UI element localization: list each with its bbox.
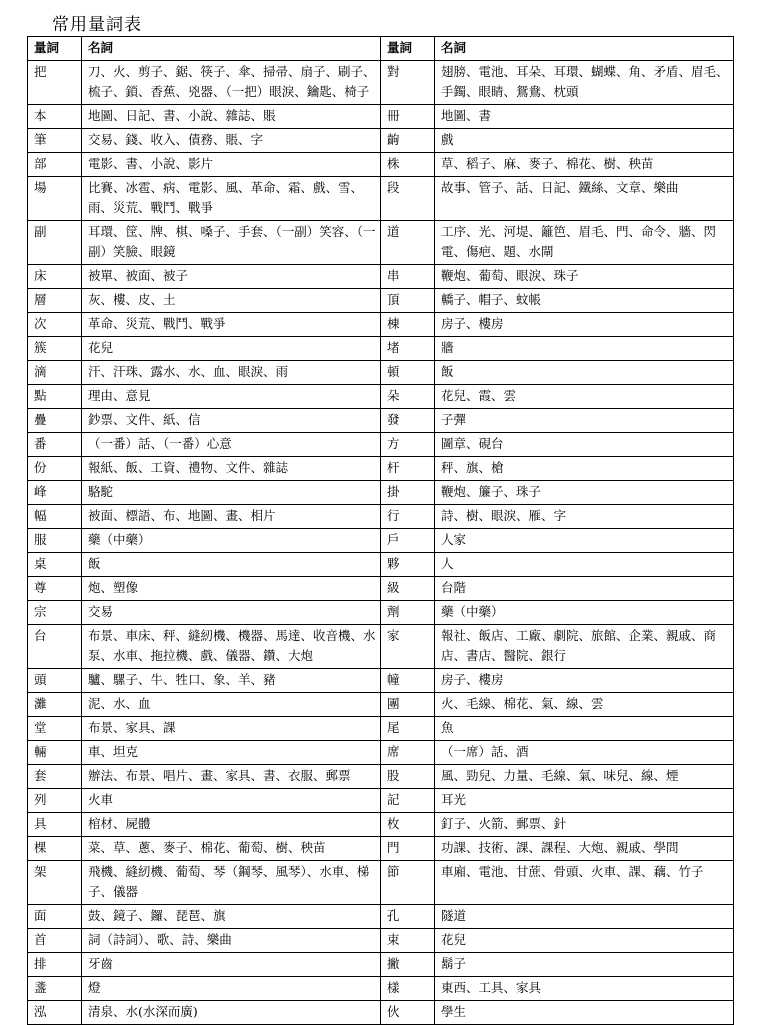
table-row — [28, 905, 734, 929]
measure-word-cell: 行 — [381, 505, 435, 529]
noun-cell: 房子、樓房 — [435, 313, 734, 337]
measure-word-cell: 灘 — [28, 693, 82, 717]
table-row — [28, 105, 734, 129]
table-row — [28, 129, 734, 153]
measure-word-cell: 級 — [381, 577, 435, 601]
measure-word-cell: 朵 — [381, 385, 435, 409]
table-row — [28, 837, 734, 861]
measure-word-cell: 席 — [381, 741, 435, 765]
table-row — [28, 433, 734, 457]
header-noun-1: 名詞 — [82, 37, 381, 61]
measure-word-cell: 門 — [381, 837, 435, 861]
table-body — [28, 61, 734, 1025]
measure-word-cell: 棟 — [381, 313, 435, 337]
noun-cell: 子彈 — [435, 409, 734, 433]
noun-cell: 革命、災荒、戰鬥、戰爭 — [82, 313, 381, 337]
measure-word-cell: 場 — [28, 177, 82, 221]
noun-cell: 棺材、屍體 — [82, 813, 381, 837]
header-measure-word-2: 量詞 — [381, 37, 435, 61]
measure-word-cell: 頭 — [28, 669, 82, 693]
noun-cell: 耳環、筐、牌、棋、嗓子、手套、（一副）笑容、（一副）笑臉、眼鏡 — [82, 221, 381, 265]
noun-cell: 戲 — [435, 129, 734, 153]
measure-word-cell: 記 — [381, 789, 435, 813]
noun-cell: 藥（中藥） — [82, 529, 381, 553]
noun-cell: 翅膀、電池、耳朵、耳環、蝴蝶、角、矛盾、眉毛、手鐲、眼睛、鴛鴦、枕頭 — [435, 61, 734, 105]
table-row — [28, 693, 734, 717]
noun-cell: 電影、書、小說、影片 — [82, 153, 381, 177]
noun-cell: （一番）話、（一番）心意 — [82, 433, 381, 457]
noun-cell: 驢、騾子、牛、牲口、象、羊、豬 — [82, 669, 381, 693]
noun-cell: 牆 — [435, 337, 734, 361]
measure-word-cell: 冊 — [381, 105, 435, 129]
measure-word-cell: 峰 — [28, 481, 82, 505]
header-measure-word-1: 量詞 — [28, 37, 82, 61]
measure-word-cell: 疊 — [28, 409, 82, 433]
noun-cell: 牙齒 — [82, 953, 381, 977]
table-row — [28, 289, 734, 313]
measure-word-cell: 堵 — [381, 337, 435, 361]
measure-word-cell: 泓 — [28, 1001, 82, 1025]
measure-word-cell: 床 — [28, 265, 82, 289]
noun-cell: 地圖、書 — [435, 105, 734, 129]
measure-word-cell: 排 — [28, 953, 82, 977]
noun-cell: 車廂、電池、甘蔗、骨頭、火車、課、藕、竹子 — [435, 861, 734, 905]
table-row — [28, 61, 734, 105]
measure-word-cell: 番 — [28, 433, 82, 457]
measure-word-cell: 台 — [28, 625, 82, 669]
table-row — [28, 409, 734, 433]
noun-cell: 隧道 — [435, 905, 734, 929]
measure-word-cell: 對 — [381, 61, 435, 105]
measure-word-cell: 齣 — [381, 129, 435, 153]
table-row — [28, 861, 734, 905]
noun-cell: 交易 — [82, 601, 381, 625]
measure-word-cell: 套 — [28, 765, 82, 789]
noun-cell: 魚 — [435, 717, 734, 741]
noun-cell: 故事、管子、話、日記、鐵絲、文章、樂曲 — [435, 177, 734, 221]
noun-cell: 飯 — [82, 553, 381, 577]
page-title: 常用量詞表 — [52, 15, 142, 35]
noun-cell: 詞（詩詞）、歌、詩、樂曲 — [82, 929, 381, 953]
noun-cell: 房子、樓房 — [435, 669, 734, 693]
measure-word-cell: 股 — [381, 765, 435, 789]
noun-cell: （一席）話、酒 — [435, 741, 734, 765]
table-header-row — [28, 37, 734, 61]
measure-word-cell: 桌 — [28, 553, 82, 577]
table-row — [28, 529, 734, 553]
table-row — [28, 361, 734, 385]
noun-cell: 汗、汗珠、露水、水、血、眼淚、雨 — [82, 361, 381, 385]
measure-word-cell: 幅 — [28, 505, 82, 529]
header-noun-2: 名詞 — [435, 37, 734, 61]
measure-word-cell: 面 — [28, 905, 82, 929]
measure-word-cell: 夥 — [381, 553, 435, 577]
measure-word-cell: 堂 — [28, 717, 82, 741]
measure-word-cell: 列 — [28, 789, 82, 813]
table-row — [28, 929, 734, 953]
measure-word-cell: 段 — [381, 177, 435, 221]
noun-cell: 飯 — [435, 361, 734, 385]
noun-cell: 花兒 — [435, 929, 734, 953]
measure-word-cell: 尾 — [381, 717, 435, 741]
table-row — [28, 977, 734, 1001]
measure-word-cell: 伙 — [381, 1001, 435, 1025]
noun-cell: 灰、樓、皮、土 — [82, 289, 381, 313]
noun-cell: 駱駝 — [82, 481, 381, 505]
measure-word-cell: 把 — [28, 61, 82, 105]
table-row — [28, 265, 734, 289]
measure-word-cell: 串 — [381, 265, 435, 289]
table-row — [28, 601, 734, 625]
measure-word-cell: 首 — [28, 929, 82, 953]
noun-cell: 布景、家具、課 — [82, 717, 381, 741]
table-row — [28, 313, 734, 337]
noun-cell: 燈 — [82, 977, 381, 1001]
noun-cell: 人 — [435, 553, 734, 577]
noun-cell: 泥、水、血 — [82, 693, 381, 717]
measure-word-cell: 撇 — [381, 953, 435, 977]
noun-cell: 菜、草、蔥、麥子、棉花、葡萄、樹、秧苗 — [82, 837, 381, 861]
table-row — [28, 481, 734, 505]
noun-cell: 花兒 — [82, 337, 381, 361]
noun-cell: 交易、錢、收入、債務、賬、字 — [82, 129, 381, 153]
measure-word-cell: 樣 — [381, 977, 435, 1001]
noun-cell: 車、坦克 — [82, 741, 381, 765]
measure-word-cell: 宗 — [28, 601, 82, 625]
measure-word-cell: 杆 — [381, 457, 435, 481]
noun-cell: 報社、飯店、工廠、劇院、旅館、企業、親戚、商店、書店、醫院、銀行 — [435, 625, 734, 669]
table-row — [28, 385, 734, 409]
noun-cell: 飛機、縫紉機、葡萄、琴（鋼琴、風琴）、水車、梯子、儀器 — [82, 861, 381, 905]
table-row — [28, 553, 734, 577]
table-row — [28, 177, 734, 221]
noun-cell: 藥（中藥） — [435, 601, 734, 625]
measure-word-cell: 方 — [381, 433, 435, 457]
measure-word-cell: 尊 — [28, 577, 82, 601]
measure-word-cell: 次 — [28, 313, 82, 337]
noun-cell: 辦法、布景、唱片、畫、家具、書、衣服、郵票 — [82, 765, 381, 789]
measure-word-cell: 輛 — [28, 741, 82, 765]
measure-word-cell: 部 — [28, 153, 82, 177]
noun-cell: 人家 — [435, 529, 734, 553]
noun-cell: 轎子、帽子、蚊帳 — [435, 289, 734, 313]
measure-word-cell: 劑 — [381, 601, 435, 625]
noun-cell: 詩、樹、眼淚、雁、字 — [435, 505, 734, 529]
noun-cell: 風、勁兒、力量、毛線、氣、味兒、線、煙 — [435, 765, 734, 789]
table-row — [28, 153, 734, 177]
measure-word-cell: 節 — [381, 861, 435, 905]
measure-word-cell: 筆 — [28, 129, 82, 153]
table-row — [28, 669, 734, 693]
noun-cell: 花兒、霞、雲 — [435, 385, 734, 409]
table-row — [28, 953, 734, 977]
measure-word-cell: 具 — [28, 813, 82, 837]
table-row — [28, 789, 734, 813]
table-row — [28, 221, 734, 265]
table-row — [28, 765, 734, 789]
measure-word-cell: 株 — [381, 153, 435, 177]
noun-cell: 布景、車床、秤、縫紉機、機器、馬達、收音機、水泵、水車、拖拉機、戲、儀器、鑽、大炮 — [82, 625, 381, 669]
measure-word-cell: 服 — [28, 529, 82, 553]
measure-word-table — [27, 36, 734, 1025]
noun-cell: 耳光 — [435, 789, 734, 813]
measure-word-cell: 副 — [28, 221, 82, 265]
measure-word-cell: 盞 — [28, 977, 82, 1001]
noun-cell: 地圖、日記、書、小說、雜誌、賬 — [82, 105, 381, 129]
noun-cell: 刀、火、剪子、鋸、筷子、傘、掃帚、扇子、刷子、梳子、鎖、香蕉、兇器、（一把）眼淚、鑰匙、椅子 — [82, 61, 381, 105]
measure-word-cell: 本 — [28, 105, 82, 129]
noun-cell: 理由、意見 — [82, 385, 381, 409]
table-row — [28, 457, 734, 481]
noun-cell: 火、毛線、棉花、氣、線、雲 — [435, 693, 734, 717]
noun-cell: 草、稻子、麻、麥子、棉花、樹、秧苗 — [435, 153, 734, 177]
measure-word-cell: 道 — [381, 221, 435, 265]
noun-cell: 火車 — [82, 789, 381, 813]
noun-cell: 報紙、飯、工資、禮物、文件、雜誌 — [82, 457, 381, 481]
table-row — [28, 717, 734, 741]
measure-word-cell: 掛 — [381, 481, 435, 505]
measure-word-cell: 滴 — [28, 361, 82, 385]
measure-word-cell: 家 — [381, 625, 435, 669]
noun-cell: 學生 — [435, 1001, 734, 1025]
noun-cell: 鈔票、文件、紙、信 — [82, 409, 381, 433]
measure-word-cell: 簇 — [28, 337, 82, 361]
noun-cell: 台階 — [435, 577, 734, 601]
noun-cell: 炮、塑像 — [82, 577, 381, 601]
measure-word-cell: 孔 — [381, 905, 435, 929]
noun-cell: 鬍子 — [435, 953, 734, 977]
noun-cell: 功課、技術、課、課程、大炮、親戚、學問 — [435, 837, 734, 861]
measure-word-cell: 棵 — [28, 837, 82, 861]
table-row — [28, 577, 734, 601]
measure-word-cell: 點 — [28, 385, 82, 409]
noun-cell: 鞭炮、葡萄、眼淚、珠子 — [435, 265, 734, 289]
table-row — [28, 337, 734, 361]
measure-word-cell: 束 — [381, 929, 435, 953]
measure-word-cell: 幢 — [381, 669, 435, 693]
noun-cell: 清泉、水(水深而廣) — [82, 1001, 381, 1025]
noun-cell: 被單、被面、被子 — [82, 265, 381, 289]
table-row — [28, 625, 734, 669]
noun-cell: 圖章、硯台 — [435, 433, 734, 457]
table-row — [28, 505, 734, 529]
noun-cell: 秤、旗、槍 — [435, 457, 734, 481]
measure-word-cell: 枚 — [381, 813, 435, 837]
measure-word-cell: 發 — [381, 409, 435, 433]
measure-word-cell: 份 — [28, 457, 82, 481]
noun-cell: 比賽、冰雹、病、電影、風、革命、霜、戲、雪、雨、災荒、戰鬥、戰爭 — [82, 177, 381, 221]
noun-cell: 東西、工具、家具 — [435, 977, 734, 1001]
measure-word-cell: 層 — [28, 289, 82, 313]
measure-word-cell: 團 — [381, 693, 435, 717]
measure-word-cell: 戶 — [381, 529, 435, 553]
noun-cell: 釘子、火箭、郵票、針 — [435, 813, 734, 837]
noun-cell: 鼓、鏡子、鑼、琵琶、旗 — [82, 905, 381, 929]
table-row — [28, 741, 734, 765]
measure-word-cell: 頓 — [381, 361, 435, 385]
noun-cell: 被面、標語、布、地圖、畫、相片 — [82, 505, 381, 529]
noun-cell: 工序、光、河堤、籬笆、眉毛、門、命令、牆、閃電、傷疤、題、水閘 — [435, 221, 734, 265]
measure-word-cell: 架 — [28, 861, 82, 905]
measure-word-cell: 頂 — [381, 289, 435, 313]
table-row — [28, 813, 734, 837]
noun-cell: 鞭炮、簾子、珠子 — [435, 481, 734, 505]
table-row — [28, 1001, 734, 1025]
